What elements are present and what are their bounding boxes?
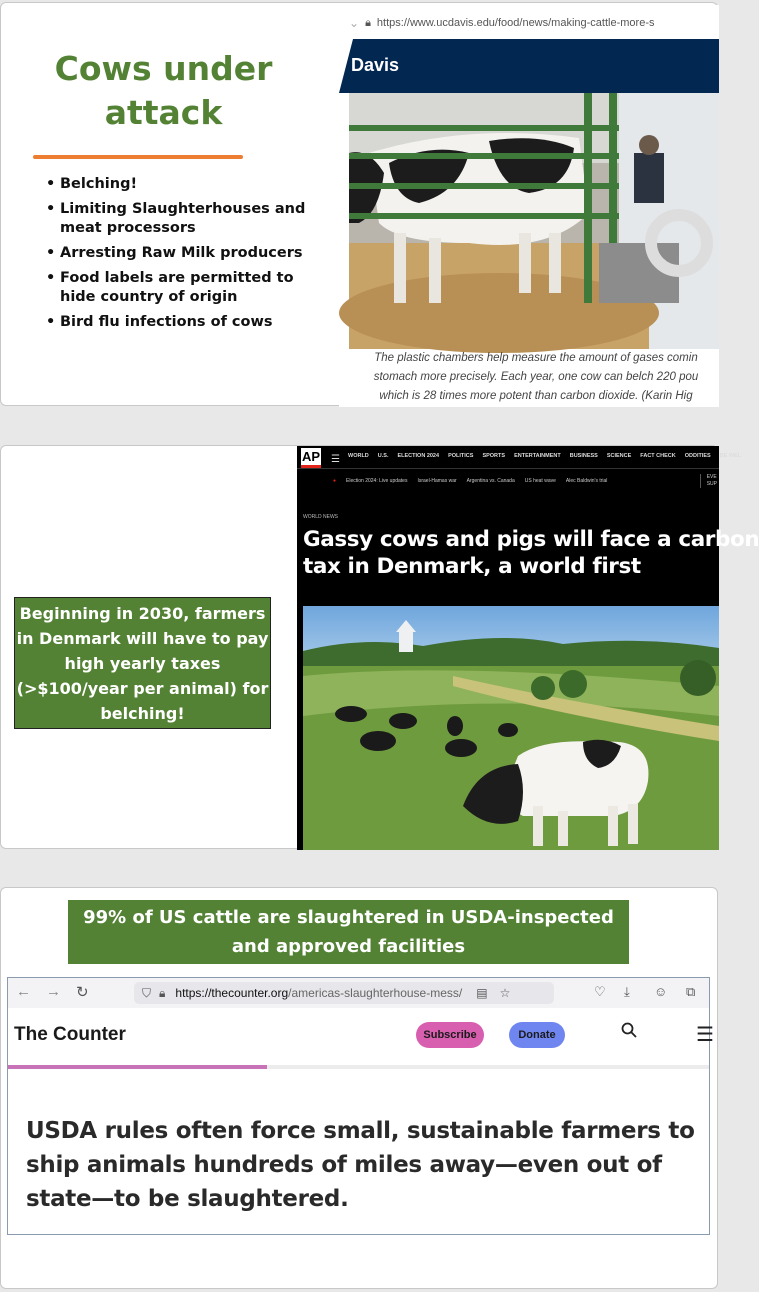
account-icon[interactable]: ☺ [654, 984, 668, 999]
corner-line: SUP [706, 481, 717, 487]
extensions-icon[interactable]: ⧉ [686, 984, 696, 999]
subscribe-button[interactable]: Subscribe [416, 1022, 484, 1048]
reading-progress-bar [8, 1065, 709, 1069]
ap-logo: AP [301, 448, 321, 468]
lock-icon: 🔒︎ [159, 985, 166, 1000]
bookmark-star-icon[interactable]: ☆ [499, 986, 511, 1000]
section-kicker: WORLD NEWS [303, 514, 338, 520]
callout-box: Beginning in 2030, farmers in Denmark will have to pay high yearly taxes (>$100/year per animal) for belching! [14, 597, 271, 729]
back-arrow-icon[interactable]: ← [16, 983, 31, 1000]
subnav-item: Israel-Hamas war [417, 478, 457, 484]
browser-window [7, 977, 714, 1235]
url-path: /americas-slaughterhouse-mess/ [288, 986, 463, 1000]
site-logo[interactable]: The Counter [14, 1024, 126, 1045]
bullet-item: • Limiting Slaughterhouses and meat processors [46, 200, 306, 238]
browser-toolbar [8, 978, 709, 1008]
nav-item: BUSINESS [569, 453, 598, 459]
ap-headline [303, 526, 759, 580]
nav-divider [297, 468, 719, 469]
headline-line: Gassy cows and pigs will face a carbon [303, 527, 759, 552]
subnav-item: Alec Baldwin's trial [565, 478, 608, 484]
banner [68, 900, 629, 964]
nav-item: WORLD [348, 453, 369, 459]
subnav-item: US heat wave [524, 478, 556, 484]
nav-item: SCIENCE [606, 453, 632, 459]
url-bar [349, 11, 654, 35]
slide-denmark-tax [0, 445, 759, 849]
thecounter-page [8, 1008, 714, 1234]
slide-usda-slaughter [0, 887, 718, 1289]
forward-arrow-icon[interactable]: → [46, 983, 61, 1000]
site-brand: Davis [351, 55, 400, 75]
caption-line: The plastic chambers help measure the amount of gases comin [374, 352, 698, 364]
photo-caption [353, 349, 719, 406]
nav-item: SPORTS [482, 453, 506, 459]
nav-item: ELECTION 2024 [397, 453, 440, 459]
headline-line: tax in Denmark, a world first [303, 554, 641, 579]
caption-line: stomach more precisely. Each year, one cow can belch 220 pou [373, 371, 699, 383]
url-text [175, 986, 462, 1000]
live-dot-icon: ● [333, 478, 337, 484]
url-text: https://www.ucdavis.edu/food/news/making-cattle-more-s [376, 17, 655, 29]
bullet-item: • Arresting Raw Milk producers [46, 244, 306, 263]
chevron-icon: ⌄ [349, 16, 360, 30]
caption-line: which is 28 times more potent than carbon dioxide. (Karin Hig [379, 390, 693, 402]
nav-item: U.S. [377, 453, 389, 459]
lock-icon: 🔒︎ [365, 16, 371, 29]
download-icon[interactable]: ⤓ [624, 984, 630, 999]
nav-item: POLITICS [448, 453, 474, 459]
ap-nav [348, 453, 741, 459]
title-underline [33, 155, 243, 159]
url-host: https://thecounter.org [175, 986, 289, 1000]
reader-view-icon[interactable]: ▤ [476, 986, 488, 1000]
hamburger-menu-icon: ☰ [331, 454, 340, 465]
reload-icon[interactable]: ↻ [76, 984, 89, 1001]
bullet-list [46, 175, 306, 338]
nav-item: ENTERTAINMENT [514, 453, 561, 459]
title-line-2: attack [104, 93, 223, 132]
nav-item: BE WEL [719, 453, 742, 459]
nav-item: FACT CHECK [640, 453, 676, 459]
progress-fill [8, 1065, 267, 1069]
slide-cows-under-attack [0, 2, 718, 406]
nav-item: ODDITIES [684, 453, 711, 459]
pocket-icon[interactable]: ♡ [594, 984, 606, 999]
slide-title [21, 47, 306, 135]
article-headline: USDA rules often force small, sustainable farmers to ship animals hundreds of miles away—even out of state—to be slaughtered. [26, 1118, 695, 1212]
corner-line: EVE [706, 474, 717, 480]
cow-chamber-photo [349, 93, 719, 349]
ap-corner-text [700, 474, 717, 488]
subnav-item: Election 2024: Live updates [346, 478, 408, 484]
banner-line: 99% of US cattle are slaughtered in USDA-inspected [83, 907, 614, 928]
grazing-cows-photo [303, 606, 719, 850]
ucdavis-screenshot [339, 5, 719, 407]
site-header-band [339, 39, 719, 93]
banner-line: and approved facilities [231, 936, 466, 957]
ap-subnav [333, 478, 607, 484]
donate-button[interactable]: Donate [509, 1022, 565, 1048]
ap-news-screenshot [297, 446, 759, 850]
address-bar[interactable] [134, 982, 554, 1004]
bullet-item: • Food labels are permitted to hide country of origin [46, 269, 306, 307]
search-icon[interactable] [621, 1022, 637, 1043]
title-line-1: Cows under [54, 49, 273, 88]
bullet-item: • Belching! [46, 175, 306, 194]
hamburger-menu-icon[interactable]: ☰ [696, 1024, 714, 1046]
bullet-item: • Bird flu infections of cows [46, 313, 306, 332]
shield-icon: ⛉ [142, 985, 152, 1000]
subnav-item: Argentina vs. Canada [466, 478, 515, 484]
